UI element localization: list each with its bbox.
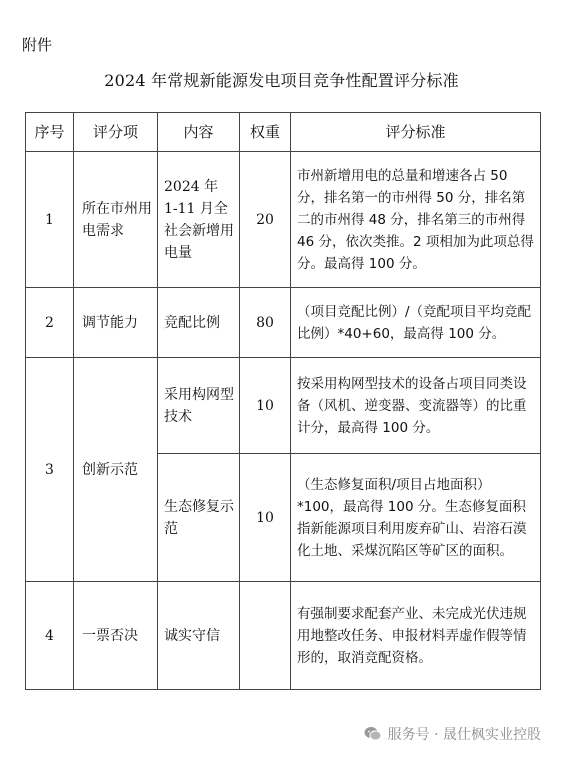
scoring-content: 竞配比例 <box>158 288 240 358</box>
scoring-weight <box>240 582 291 690</box>
footer-watermark <box>364 724 541 744</box>
column-header-content: 内容 <box>158 113 240 152</box>
row-number: 2 <box>26 288 74 358</box>
scoring-weight: 10 <box>240 358 291 454</box>
row-number: 1 <box>26 152 74 288</box>
attachment-label: 附件 <box>22 36 53 54</box>
scoring-item: 一票否决 <box>74 582 158 690</box>
document-title: 2024 年常规新能源发电项目竞争性配置评分标准 <box>104 71 459 90</box>
table-header-row <box>26 113 541 152</box>
scoring-content: 诚实守信 <box>158 582 240 690</box>
scoring-weight: 80 <box>240 288 291 358</box>
scoring-content: 生态修复示范 <box>158 454 240 582</box>
wechat-icon <box>364 726 382 742</box>
table-row <box>26 288 541 358</box>
row-number: 4 <box>26 582 74 690</box>
column-header-weight: 权重 <box>240 113 291 152</box>
column-header-standard: 评分标准 <box>291 113 541 152</box>
scoring-weight: 20 <box>240 152 291 288</box>
row-number: 3 <box>26 358 74 582</box>
table-row <box>26 582 541 690</box>
scoring-standard: 市州新增用电的总量和增速各占 50 分，排名第一的市州得 50 分，排名第二的市州得 48 分，排名第三的市州得 46 分，依次类推。2 项相加为此项总得分。最高得 100 分。 <box>291 152 541 288</box>
scoring-weight: 10 <box>240 454 291 582</box>
footer-text: 服务号 · 晟仕枫实业控股 <box>387 727 541 743</box>
scoring-standard: 按采用构网型技术的设备占项目同类设备（风机、逆变器、变流器等）的比重计分，最高得 100 分。 <box>291 358 541 454</box>
scoring-table <box>25 112 541 690</box>
scoring-content: 2024 年 1-11 月全社会新增用电量 <box>158 152 240 288</box>
scoring-item: 调节能力 <box>74 288 158 358</box>
table-row <box>26 152 541 288</box>
table-row <box>26 358 541 454</box>
column-header-item: 评分项 <box>74 113 158 152</box>
scoring-standard: （生态修复面积/项目占地面积）*100，最高得 100 分。生态修复面积指新能源项目利用废弃矿山、岩溶石漠化土地、采煤沉陷区等矿区的面积。 <box>291 454 541 582</box>
scoring-item: 所在市州用电需求 <box>74 152 158 288</box>
scoring-item: 创新示范 <box>74 358 158 582</box>
scoring-content: 采用构网型技术 <box>158 358 240 454</box>
scoring-standard: 有强制要求配套产业、未完成光伏违规用地整改任务、申报材料弄虚作假等情形的，取消竞配资格。 <box>291 582 541 690</box>
scoring-standard: （项目竞配比例）/（竞配项目平均竞配比例）*40+60，最高得 100 分。 <box>291 288 541 358</box>
column-header-no: 序号 <box>26 113 74 152</box>
